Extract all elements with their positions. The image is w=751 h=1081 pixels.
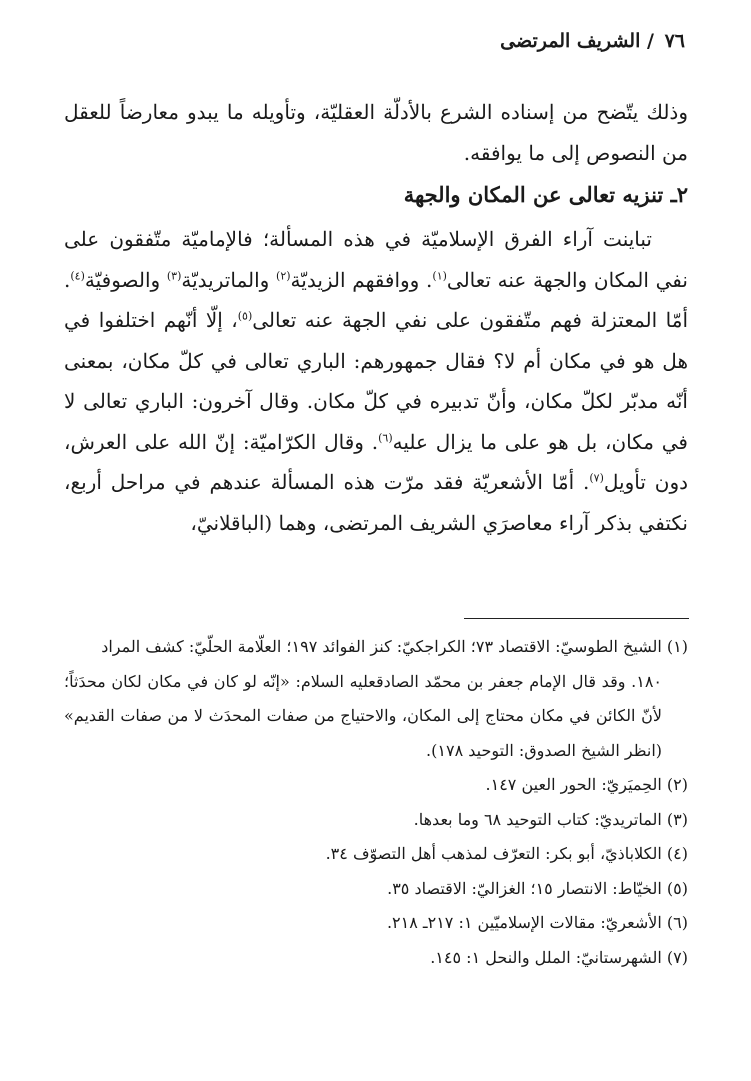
footnote-continuation: ١٨٠. وقد قال الإمام جعفر بن محمّد الصادق‏عليه السلام: «إنّه لو كان في مكان لكان محدَثاً؛ لأنّ الكائن في مكان محتاج إلى المكان، والاحتياج من صفات المحدَث لا من صفات القديم» (انظر الشيخ الصدوق: التوحيد ١٧٨). [64,671,663,760]
footnote-text: الحِميَريّ: الحور العين ١٤٧. [485,775,662,794]
footnote-2 [64,768,688,803]
footnote-number: (٦) [666,913,688,932]
footnote-6 [64,906,688,941]
footnote-ref: (١) [432,268,447,282]
footnote-ref: (٤) [70,268,85,282]
text-segment: ، إلّا أنّهم اختلفوا في هل هو في مكان أم لا؟ فقال جمهورهم: الباري تعالى في كلّ مكان، بمعنى أنّه مدبّر لكلّ مكان، وأنّ تدبيره في كلّ مكان. وقال آخرون: الباري تعالى لا في مكان، بل هو على ما يزال عليه [64,308,688,454]
footnote-ref: (٧) [589,471,604,485]
footnote-1 [64,630,688,768]
footnote-4 [64,837,688,872]
header-title: الشريف المرتضى [500,30,641,52]
footnotes [64,630,688,975]
section-heading: ٢ـ تنزيه تعالى عن المكان والجهة [403,182,688,207]
footnote-3 [64,803,688,838]
footnote-ref: (٥) [237,309,253,323]
text-segment: والماتريديّة [181,267,277,292]
intro-paragraph: وذلك يتّضح من إسناده الشرع بالأدلّة العقليّة، وتأويله ما يبدو معارضاً للعقل من النصوص إلى ما يوافقه. [64,100,688,165]
footnote-ref: (٣) [166,268,182,282]
text-segment: . ووافقهم الزيديّة [290,267,433,292]
text-segment: والصوفيّة [84,267,167,292]
footnote-number: (٣) [666,809,688,829]
running-header [500,30,685,52]
footnote-ref: (٢) [276,268,291,282]
footnote-text: الخيّاط: الانتصار ١٥؛ الغزاليّ: الاقتصاد ٣٥. [387,878,662,898]
text-segment: . أمّا الأشعريّة فقد مرّت هذه المسألة عندهم في مراحل أربع، نكتفي بذكر آراء معاصرَي الشريف المرتضى، وهما (الباقلانيّ، [64,470,688,535]
text-segment: تباينت آراء الفرق الإسلاميّة في هذه المسألة؛ فالإماميّة متّفقون على نفي المكان والجهة عنه تعالى [64,227,688,292]
footnote-number: (١) [666,637,688,656]
paragraph-sects [64,219,688,543]
footnote-number: (٤) [666,844,688,863]
text-segment: . وقال الكرّاميّة: إنّ الله على العرش، دون تأويل [64,429,689,494]
footnote-7 [64,941,688,976]
text-segment: . أمّا المعتزلة فهم متّفقون على نفي الجهة عنه تعالى [64,267,688,332]
footnote-ref: (٦) [378,430,393,444]
footnote-5 [64,872,688,907]
footnote-text: الشهرستانيّ: الملل والنحل ١: ١٤٥. [430,947,662,967]
footnote-text: الماتريديّ: كتاب التوحيد ٦٨ وما بعدها. [413,809,662,829]
header-separator: / [647,30,654,52]
footnote-number: (٧) [666,947,688,967]
footnote-text: الأشعريّ: مقالات الإسلاميّين ١: ٢١٧ـ ٢١٨. [386,913,662,932]
main-text [64,92,688,543]
footnote-number: (٥) [666,878,688,898]
footnote-divider [464,618,689,619]
footnote-text: الشيخ الطوسيّ: الاقتصاد ٧٣؛ الكراجكيّ: كنز الفوائد ١٩٧؛ العلّامة الحلّيّ: كشف المراد [101,637,662,656]
footnote-text: الكلاباذيّ، أبو بكر: التعرّف لمذهب أهل التصوّف ٣٤. [325,844,662,863]
page-number: ٧٦ [664,30,685,52]
footnote-number: (٢) [666,775,688,794]
